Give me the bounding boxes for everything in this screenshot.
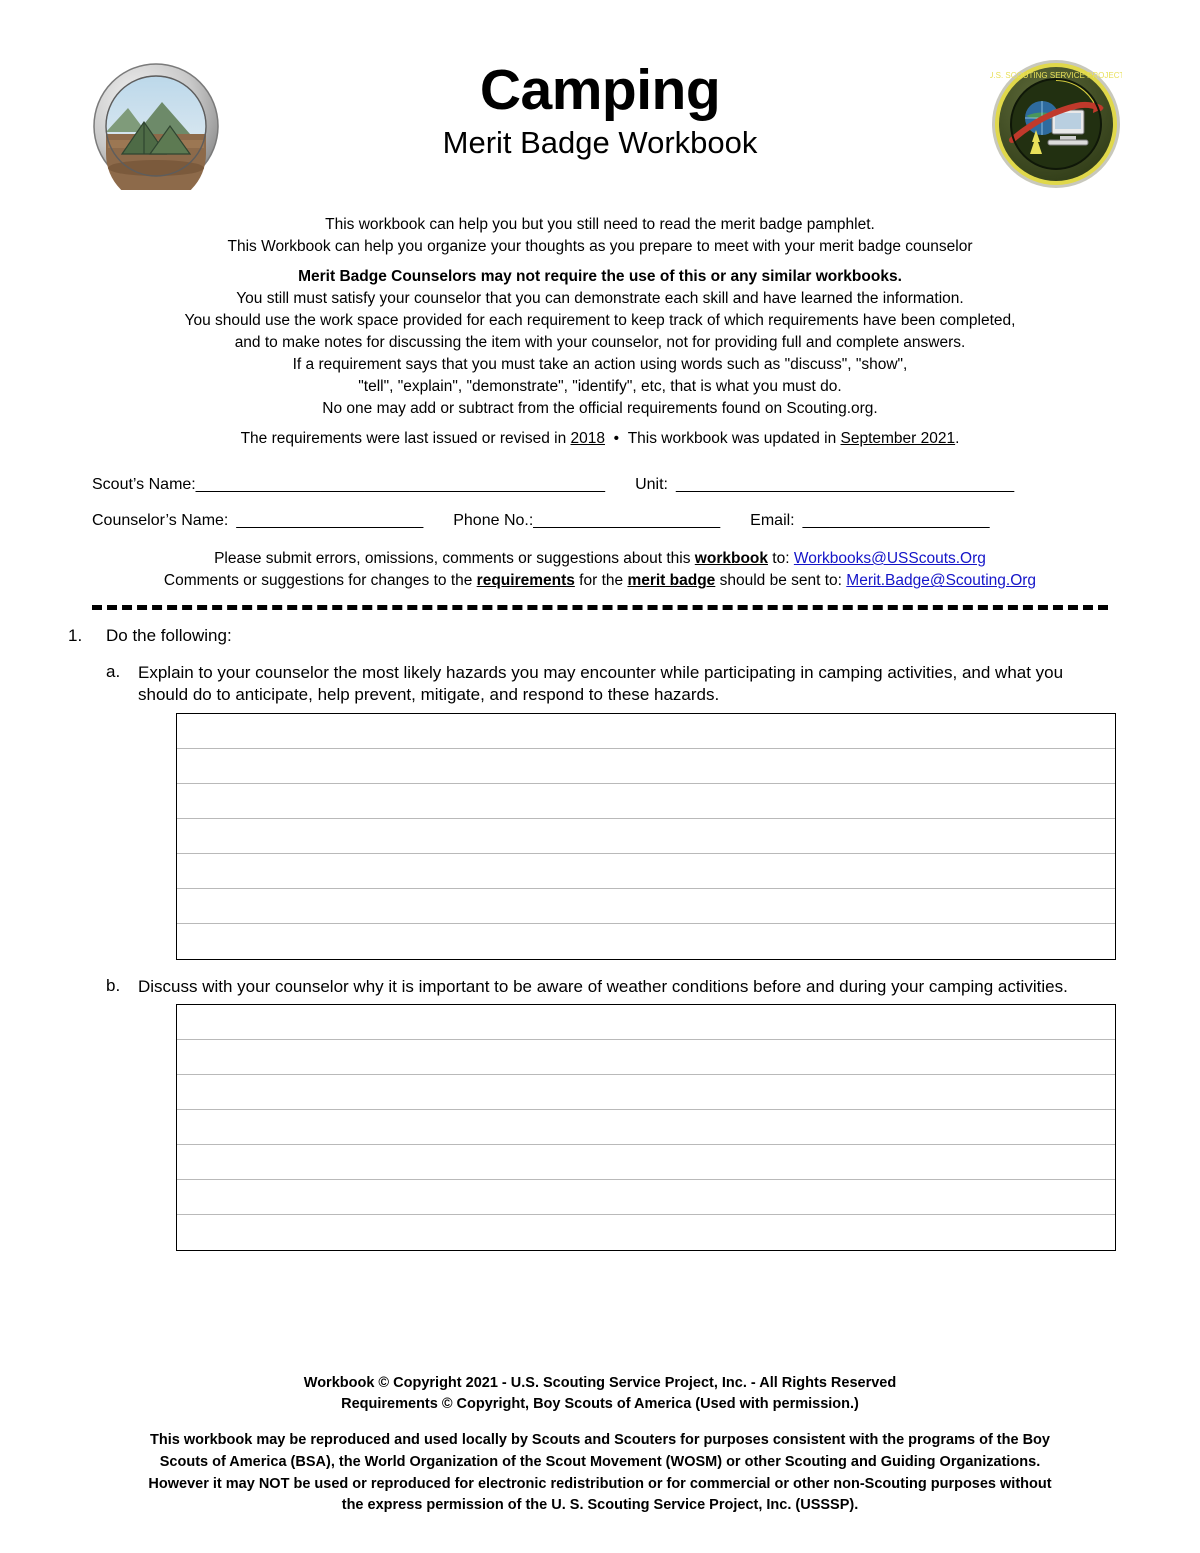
submit-line2-pre: Comments or suggestions for changes to the [163, 572, 477, 590]
answer-line[interactable] [177, 819, 1115, 854]
workbooks-email-link[interactable]: Workbooks@USScouts.Org [793, 550, 986, 567]
answer-box-1a[interactable] [176, 713, 1116, 960]
scout-name-label: Scout’s Name: [92, 476, 196, 493]
counselor-row [92, 512, 1108, 530]
requirement-1b-letter: b. [106, 975, 121, 995]
answer-line[interactable] [177, 1145, 1115, 1180]
requirement-title: Do the following: [106, 625, 232, 645]
intro-line-5: You should use the work space provided for each requirement to keep track of which requirements have been completed, [184, 312, 1016, 329]
requirement-1b [68, 976, 1108, 998]
submit-line2-mid1: for the [574, 572, 628, 590]
intro-line-1: This workbook can help you but you still need to read the merit badge pamphlet. [325, 216, 875, 233]
revision-year: 2018 [570, 430, 605, 447]
answer-line[interactable] [177, 1040, 1115, 1075]
page-subtitle: Merit Badge Workbook [442, 125, 758, 160]
scout-name-row [92, 476, 1108, 494]
counselor-name-label: Counselor’s Name: [92, 512, 229, 529]
requirements-section [0, 626, 1200, 1251]
submit-line1-mid: to: [768, 550, 794, 567]
submit-line2-bold1: requirements [476, 572, 575, 590]
answer-line[interactable] [177, 714, 1115, 749]
submit-feedback-block [0, 548, 1200, 593]
intro-line-6: and to make notes for discussing the item with your counselor, not for providing full and complete answers. [234, 334, 966, 351]
footer-line-2: Requirements © Copyright, Boy Scouts of America (Used with permission.) [341, 1396, 859, 1413]
intro-line-4: You still must satisfy your counselor that you can demonstrate each skill and have learned the information. [236, 290, 964, 307]
answer-line[interactable] [177, 1075, 1115, 1110]
revision-line [0, 428, 1200, 450]
revision-prefix: The requirements were last issued or revised in [240, 430, 571, 447]
intro-line-2: This Workbook can help you organize your thoughts as you prepare to meet with your merit badge counselor [227, 238, 973, 255]
requirement-1a-letter: a. [106, 661, 121, 681]
update-suffix: . [955, 430, 960, 447]
answer-line[interactable] [177, 749, 1115, 784]
intro-line-3: Merit Badge Counselors may not require the use of this or any similar workbooks. [298, 268, 902, 285]
merit-badge-email-link[interactable]: Merit.Badge@Scouting.Org [846, 572, 1037, 590]
submit-line2-bold2: merit badge [627, 572, 716, 590]
us-scouting-service-project-emblem-icon [990, 58, 1122, 190]
footer-line-4: Scouts of America (BSA), the World Organization of the Scout Movement (WOSM) or other Scouting and Guiding Organizations. [159, 1453, 1041, 1470]
submit-line2-mid2: should be sent to: [715, 572, 847, 590]
intro-line-7: If a requirement says that you must take an action using words such as "discuss", "show", [292, 356, 908, 373]
footer-line-6: the express permission of the U. S. Scouting Service Project, Inc. (USSSP). [341, 1497, 859, 1514]
page-title: Camping [479, 58, 721, 122]
requirement-1a-text: Explain to your counselor the most likely hazards you may encounter while participating in camping activities, and what you should do to anticipate, help prevent, mitigate, and respond to these hazards. [138, 662, 1064, 705]
submit-requirements-line [0, 570, 1200, 592]
scout-name-input[interactable]: ______________________________________________ [195, 476, 606, 493]
svg-text:U.S. SCOUTING SERVICE PROJECT: U.S. SCOUTING SERVICE PROJECT [990, 71, 1122, 80]
submit-line1-pre: Please submit errors, omissions, comments or suggestions about this [214, 550, 695, 567]
requirement-number: 1. [68, 625, 83, 645]
answer-line[interactable] [177, 1180, 1115, 1215]
identity-fields [0, 476, 1200, 530]
answer-line[interactable] [177, 1110, 1115, 1145]
phone-input[interactable]: _____________________ [533, 512, 721, 529]
update-date: September 2021 [840, 430, 956, 447]
footer-line-5: However it may NOT be used or reproduced for electronic redistribution or for commercial or other non-Scouting purposes without [148, 1475, 1052, 1492]
phone-label: Phone No.: [453, 512, 534, 529]
intro-line-8: "tell", "explain", "demonstrate", "identify", etc, that is what you must do. [358, 378, 842, 395]
footer-line-1: Workbook © Copyright 2021 - U.S. Scouting Service Project, Inc. - All Rights Reserved [303, 1374, 897, 1391]
requirement-1b-text: Discuss with your counselor why it is important to be aware of weather conditions before and during your camping activities. [138, 976, 1068, 996]
update-prefix: This workbook was updated in [627, 430, 841, 447]
answer-line[interactable] [177, 889, 1115, 924]
answer-box-1b[interactable] [176, 1004, 1116, 1251]
unit-label: Unit: [635, 476, 668, 493]
page-header [0, 0, 1200, 200]
revision-separator: • [613, 430, 620, 447]
email-input[interactable]: _____________________ [802, 512, 990, 529]
requirement-1-header [68, 626, 1108, 646]
camping-merit-badge-emblem-icon [92, 62, 220, 190]
counselor-name-input[interactable]: _____________________ [236, 512, 424, 529]
requirement-1a [68, 662, 1108, 707]
unit-input[interactable]: ______________________________________ [675, 476, 1015, 493]
answer-line[interactable] [177, 1005, 1115, 1040]
email-label: Email: [750, 512, 795, 529]
answer-line[interactable] [177, 784, 1115, 819]
page-footer [0, 1373, 1200, 1518]
footer-line-3: This workbook may be reproduced and used locally by Scouts and Scouters for purposes consistent with the programs of the Boy [150, 1432, 1050, 1448]
submit-workbook-line [0, 548, 1200, 570]
answer-line[interactable] [177, 854, 1115, 889]
answer-line[interactable] [177, 924, 1115, 959]
answer-line[interactable] [177, 1215, 1115, 1250]
intro-line-9: No one may add or subtract from the official requirements found on Scouting.org. [322, 400, 878, 417]
section-divider [92, 605, 1108, 610]
submit-line1-bold: workbook [694, 550, 768, 567]
intro-block [0, 214, 1200, 450]
